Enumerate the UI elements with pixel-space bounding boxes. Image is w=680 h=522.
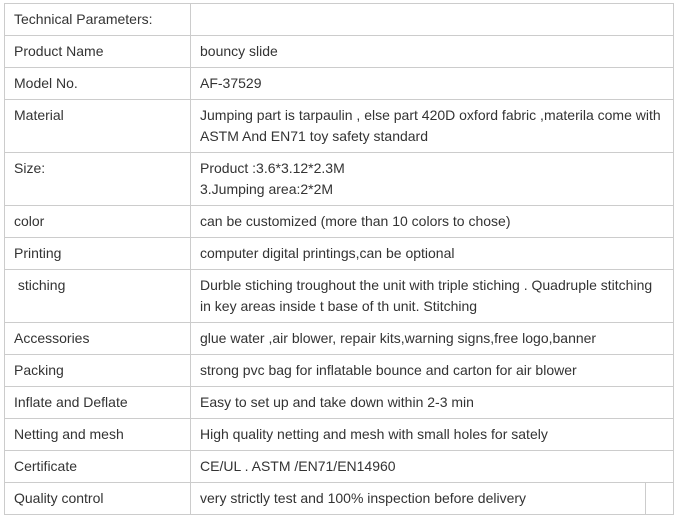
row-value-netting-mesh xyxy=(191,419,674,451)
row-value-packing xyxy=(191,355,674,387)
row-label-model-no: Model No. xyxy=(5,68,191,100)
row-label-netting-mesh: Netting and mesh xyxy=(5,419,191,451)
row-label-material: Material xyxy=(5,100,191,153)
value-line: can be customized (more than 10 colors to chose) xyxy=(200,213,511,229)
table-row xyxy=(5,206,674,238)
value-line: Product :3.6*3.12*2.3M xyxy=(200,160,345,176)
row-label-size: Size: xyxy=(5,153,191,206)
row-label-inflate-deflate: Inflate and Deflate xyxy=(5,387,191,419)
cell-divider xyxy=(645,482,646,515)
value-line: Durble stiching troughout the unit with triple stiching . Quadruple stitching in key areas inside t base of th unit. Stitching xyxy=(200,277,653,314)
row-label-accessories: Accessories xyxy=(5,323,191,355)
row-label-packing: Packing xyxy=(5,355,191,387)
table-header-value-empty xyxy=(191,4,674,36)
table-header-label: Technical Parameters: xyxy=(5,4,191,36)
table-row xyxy=(5,238,674,270)
row-value-stiching xyxy=(191,270,674,323)
row-value-color xyxy=(191,206,674,238)
table-row xyxy=(5,355,674,387)
value-line: bouncy slide xyxy=(200,43,278,59)
row-label-certificate: Certificate xyxy=(5,451,191,483)
value-line: Jumping part is tarpaulin , else part 420D oxford fabric ,materila come with ASTM And EN71 toy safety standard xyxy=(200,107,661,144)
row-label-quality-control: Quality control xyxy=(5,483,191,515)
row-value-printing xyxy=(191,238,674,270)
row-value-model-no xyxy=(191,68,674,100)
table-row xyxy=(5,483,674,515)
row-label-printing: Printing xyxy=(5,238,191,270)
table-header-row xyxy=(5,4,674,36)
value-line: 3.Jumping area:2*2M xyxy=(200,181,334,197)
row-value-product-name xyxy=(191,36,674,68)
row-value-certificate xyxy=(191,451,674,483)
table-row xyxy=(5,270,674,323)
row-value-material xyxy=(191,100,674,153)
row-label-color: color xyxy=(5,206,191,238)
table-row xyxy=(5,100,674,153)
row-value-accessories xyxy=(191,323,674,355)
table-row xyxy=(5,323,674,355)
technical-parameters-table xyxy=(4,3,674,515)
row-value-quality-control xyxy=(191,483,674,515)
table-row xyxy=(5,419,674,451)
value-line: High quality netting and mesh with small holes for sately xyxy=(200,426,548,442)
value-line: CE/UL . ASTM /EN71/EN14960 xyxy=(200,458,396,474)
value-line: glue water ,air blower, repair kits,warning signs,free logo,banner xyxy=(200,330,597,346)
row-value-size xyxy=(191,153,674,206)
row-value-inflate-deflate xyxy=(191,387,674,419)
value-line: AF-37529 xyxy=(200,75,262,91)
table-row xyxy=(5,153,674,206)
value-line: very strictly test and 100% inspection before delivery xyxy=(200,490,527,506)
table-row xyxy=(5,387,674,419)
value-line: Easy to set up and take down within 2-3 min xyxy=(200,394,474,410)
row-label-stiching: stiching xyxy=(5,270,191,323)
value-line: strong pvc bag for inflatable bounce and carton for air blower xyxy=(200,362,577,378)
value-line: computer digital printings,can be optional xyxy=(200,245,455,261)
table-row xyxy=(5,451,674,483)
row-label-product-name: Product Name xyxy=(5,36,191,68)
spec-table-wrapper xyxy=(4,3,674,515)
table-row xyxy=(5,68,674,100)
table-row xyxy=(5,36,674,68)
